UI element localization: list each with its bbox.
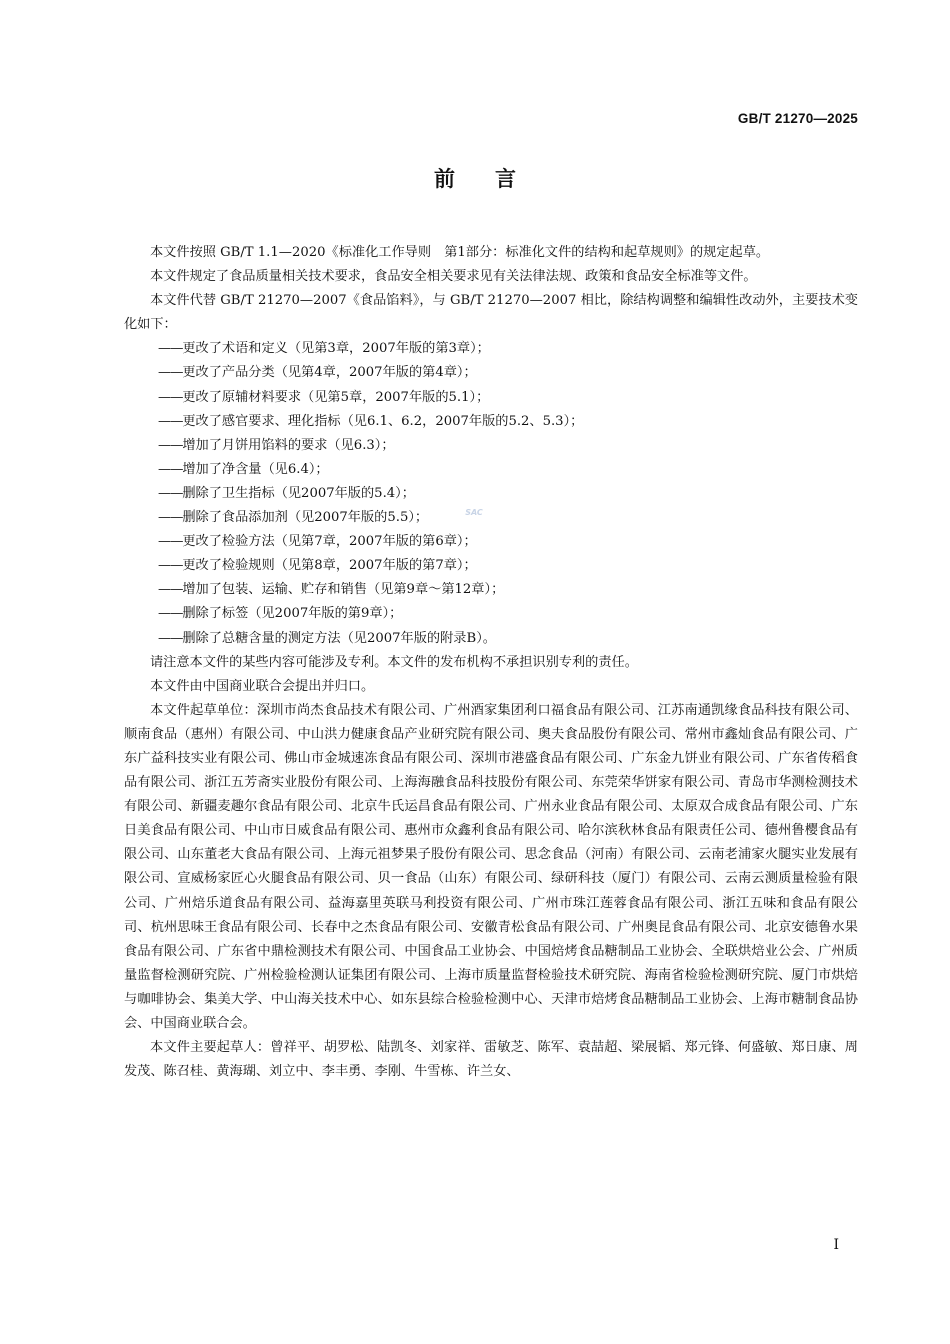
paragraph-replacement: 本文件代替 GB/T 21270—2007《食品馅料》，与 GB/T 21270—2007 相比，除结构调整和编辑性改动外，主要技术变化如下： <box>124 293 858 333</box>
page-number: I <box>833 1237 839 1253</box>
list-item-text: 删除了标签（见2007年版的第9章）； <box>182 606 403 622</box>
paragraph-drafting-rules: 本文件按照 GB/T 1.1—2020《标准化工作导则 第1部分：标准化文件的结构和起草规则》的规定起草。 <box>150 245 770 260</box>
list-item-text: 更改了产品分类（见第4章，2007年版的第4章）； <box>182 365 477 381</box>
list-item <box>124 482 858 506</box>
dash: —— <box>158 485 183 501</box>
sac-watermark-logo: SAC <box>465 508 483 517</box>
list-item <box>124 386 858 410</box>
page-title: 前言 <box>434 167 556 191</box>
dash: —— <box>158 558 183 574</box>
foreword-body <box>124 241 858 1084</box>
dash: —— <box>158 582 183 598</box>
list-item <box>124 627 858 651</box>
list-item <box>124 602 858 626</box>
paragraph-proposer: 本文件由中国商业联合会提出并归口。 <box>150 678 375 694</box>
paragraph-scope: 本文件规定了食品质量相关技术要求，食品安全相关要求见有关法律法规、政策和食品安全标准等文件。 <box>150 269 757 285</box>
dash: —— <box>158 365 183 381</box>
list-item-text: 删除了总糖含量的测定方法（见2007年版的附录B）。 <box>182 630 496 646</box>
list-item <box>124 434 858 458</box>
dash: —— <box>158 341 183 357</box>
list-item <box>124 410 858 434</box>
list-item-text: 更改了检验规则（见第8章，2007年版的第7章）； <box>182 558 477 574</box>
changes-list <box>124 337 858 650</box>
list-item <box>124 458 858 482</box>
list-item <box>124 361 858 385</box>
list-item-text: 更改了感官要求、理化指标（见6.1、6.2，2007年版的5.2、5.3）； <box>182 413 584 429</box>
standard-number: GB/T 21270—2025 <box>737 111 858 126</box>
paragraph-drafting-units: 本文件起草单位：深圳市尚杰食品技术有限公司、广州酒家集团利口福食品有限公司、江苏南通凯缘食品科技有限公司、顺南食品（惠州）有限公司、中山洪力健康食品产业研究院有限公司、奥夫食品股份有限公司、常州市鑫灿食品有限公司、广东广益科技实业有限公司、佛山市金城速冻食品有限公司、深圳市港盛食品有限公司、广东金九饼业有限公司、广东省传稻食品有限公司、浙江五芳斋实业股份有限公司、上海海融食品科技股份有限公司、东莞荣华饼家有限公司、青岛市华测检测技术有限公司、新疆麦趣尔食品有限公司、北京牛氏运昌食品有限公司、广州永业食品有限公司、太原双合成食品有限公司、广东日美食品有限公司、中山市日威食品有限公司、惠州市众鑫利食品有限公司、哈尔滨秋林食品有限责任公司、德州鲁樱食品有限公司、山东董老大食品有限公司、上海元祖梦果子股份有限公司、思念食品（河南）有限公司、云南老浦家火腿实业发展有限公司、宣威杨家匠心火腿食品有限公司、贝一食品（山东）有限公司、绿研科技（厦门）有限公司、云南云测质量检验有限公司、广州焙乐道食品有限公司、益海嘉里英联马利投资有限公司、广州市珠江莲蓉食品有限公司、浙江五味和食品有限公司、杭州思味王食品有限公司、长春中之杰食品有限公司、安徽青松食品有限公司、广州奥昆食品有限公司、北京安德鲁水果食品有限公司、广东省中鼎检测技术有限公司、中国食品工业协会、中国焙烤食品糖制品工业协会、全联烘焙业公会、广州质量监督检测研究院、广州检验检测认证集团有限公司、上海市质量监督检验技术研究院、海南省检验检测研究院、厦门市烘焙与咖啡协会、集美大学、中山海关技术中心、如东县综合检验检测中心、天津市焙烤食品糖制品工业协会、上海市糖制食品协会、中国商业联合会。 <box>124 702 858 1031</box>
dash: —— <box>158 437 183 453</box>
dash: —— <box>158 606 183 622</box>
list-item-text: 增加了月饼用馅料的要求（见6.3）； <box>182 437 395 453</box>
list-item-text: 删除了卫生指标（见2007年版的5.4）； <box>182 485 415 501</box>
list-item <box>124 337 858 361</box>
list-item-text: 更改了检验方法（见第7章，2007年版的第6章）； <box>182 534 477 550</box>
list-item <box>124 554 858 578</box>
dash: —— <box>158 534 183 550</box>
dash: —— <box>158 413 183 429</box>
list-item-text: 增加了净含量（见6.4）； <box>182 461 329 477</box>
list-item <box>124 578 858 602</box>
list-item-text: 增加了包装、运输、贮存和销售（见第9章～第12章）； <box>182 582 505 598</box>
dash: —— <box>158 389 183 405</box>
list-item-text: 更改了术语和定义（见第3章，2007年版的第3章）； <box>182 341 490 357</box>
dash: —— <box>158 510 183 526</box>
dash: —— <box>158 630 183 646</box>
list-item <box>124 506 858 530</box>
list-item-text: 更改了原辅材料要求（见第5章，2007年版的5.1）； <box>182 389 490 405</box>
list-item-text: 删除了食品添加剂（见2007年版的5.5）； <box>182 510 429 526</box>
list-item <box>124 530 858 554</box>
paragraph-patent-notice: 请注意本文件的某些内容可能涉及专利。本文件的发布机构不承担识别专利的责任。 <box>150 654 638 670</box>
paragraph-drafters: 本文件主要起草人：曾祥平、胡罗松、陆凯冬、刘家祥、雷敏芝、陈军、袁喆超、梁展韬、郑元锋、何盛敏、郑日康、周发茂、陈召桂、黄海瑚、刘立中、李丰勇、李刚、牛雪栋、许兰女、 <box>124 1040 858 1080</box>
dash: —— <box>158 461 183 477</box>
